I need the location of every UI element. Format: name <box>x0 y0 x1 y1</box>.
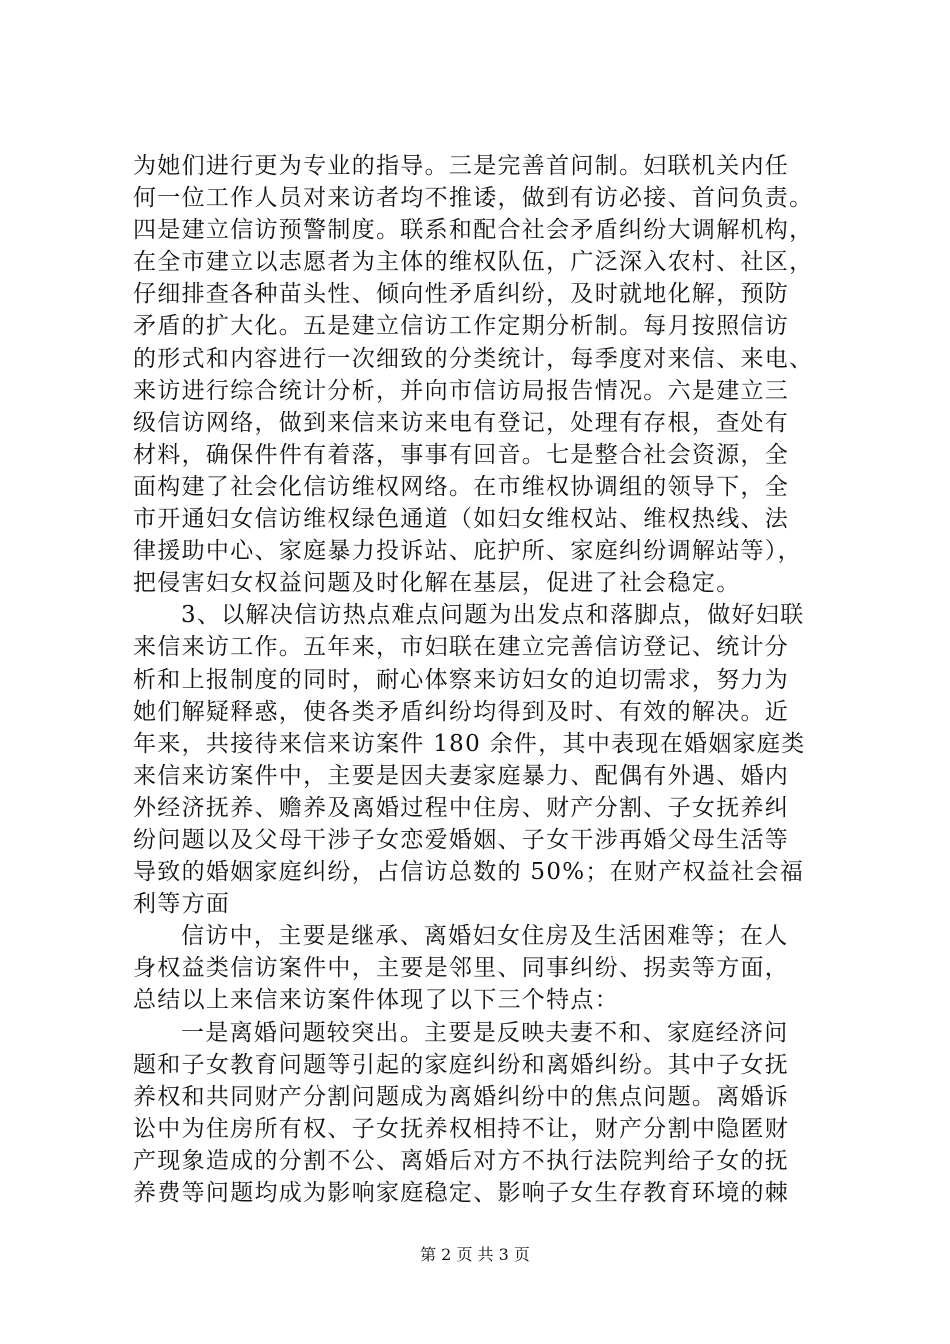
text-line: 身权益类信访案件中，主要是邻里、同事纠纷、拐卖等方面， <box>133 955 790 982</box>
text-line: 律援助中心、家庭暴力投诉站、庇护所、家庭纠纷调解站等）， <box>133 538 802 565</box>
text-line: 材料，确保件件有着落，事事有回音。七是整合社会资源，全 <box>133 441 790 468</box>
text-line: 题和子女教育问题等引起的家庭纠纷和离婚纠纷。其中子女抚 <box>133 1051 790 1078</box>
text-line: 在全市建立以志愿者为主体的维权队伍，广泛深入农村、社区， <box>133 249 814 276</box>
text-line: 四是建立信访预警制度。联系和配合社会矛盾纠纷大调解机构， <box>133 217 814 244</box>
text-line: 来信来访工作。五年来，市妇联在建立完善信访登记、统计分 <box>133 634 790 661</box>
text-line: 产现象造成的分割不公、离婚后对方不执行法院判给子女的抚 <box>133 1147 790 1174</box>
text-line: 信访中，主要是继承、离婚妇女住房及生活困难等；在人 <box>181 923 789 950</box>
text-line: 导致的婚姻家庭纠纷，占信访总数的 50%；在财产权益社会福 <box>133 859 805 886</box>
text-line: 养权和共同财产分割问题成为离婚纠纷中的焦点问题。离婚诉 <box>133 1083 790 1110</box>
text-line: 何一位工作人员对来访者均不推诿，做到有访必接、首问负责。 <box>133 185 814 212</box>
text-line: 面构建了社会化信访维权网络。在市维权协调组的领导下，全 <box>133 473 790 500</box>
text-line: 为她们进行更为专业的指导。三是完善首问制。妇联机关内任 <box>133 153 790 179</box>
text-line: 外经济抚养、赡养及离婚过程中住房、财产分割、子女抚养纠 <box>133 794 790 821</box>
text-line: 级信访网络，做到来信来访来电有登记，处理有存根，查处有 <box>133 409 790 436</box>
text-line: 讼中为住房所有权、子女抚养权相持不让，财产分割中隐匿财 <box>133 1115 790 1142</box>
text-line: 一是离婚问题较突出。主要是反映夫妻不和、家庭经济问 <box>181 1019 789 1046</box>
text-line: 总结以上来信来访案件体现了以下三个特点： <box>133 987 619 1014</box>
text-line: 的形式和内容进行一次细致的分类统计，每季度对来信、来电、 <box>133 345 814 372</box>
text-line: 利等方面 <box>133 891 231 918</box>
page-footer: 第 2 页 共 3 页 <box>420 1245 530 1264</box>
text-line: 她们解疑释惑，使各类矛盾纠纷均得到及时、有效的解决。近 <box>133 698 790 725</box>
text-line: 来访进行综合统计分析，并向市信访局报告情况。六是建立三 <box>133 377 790 404</box>
text-line: 市开通妇女信访维权绿色通道（如妇女维权站、维权热线、法 <box>133 506 790 533</box>
text-line: 3、以解决信访热点难点问题为出发点和落脚点，做好妇联 <box>181 602 805 629</box>
text-line: 年来，共接待来信来访案件 180 余件，其中表现在婚姻家庭类 <box>133 730 806 757</box>
text-line: 养费等问题均成为影响家庭稳定、影响子女生存教育环境的棘 <box>133 1180 790 1206</box>
document-body <box>133 150 833 1209</box>
text-line: 仔细排查各种苗头性、倾向性矛盾纠纷，及时就地化解，预防 <box>133 281 790 308</box>
text-line: 把侵害妇女权益问题及时化解在基层，促进了社会稳定。 <box>133 570 741 597</box>
text-line: 纷问题以及父母干涉子女恋爱婚姻、子女干涉再婚父母生活等 <box>133 826 790 853</box>
text-line: 矛盾的扩大化。五是建立信访工作定期分析制。每月按照信访 <box>133 313 790 340</box>
text-line: 析和上报制度的同时，耐心体察来访妇女的迫切需求，努力为 <box>133 666 790 693</box>
text-line: 来信来访案件中，主要是因夫妻家庭暴力、配偶有外遇、婚内 <box>133 762 790 789</box>
